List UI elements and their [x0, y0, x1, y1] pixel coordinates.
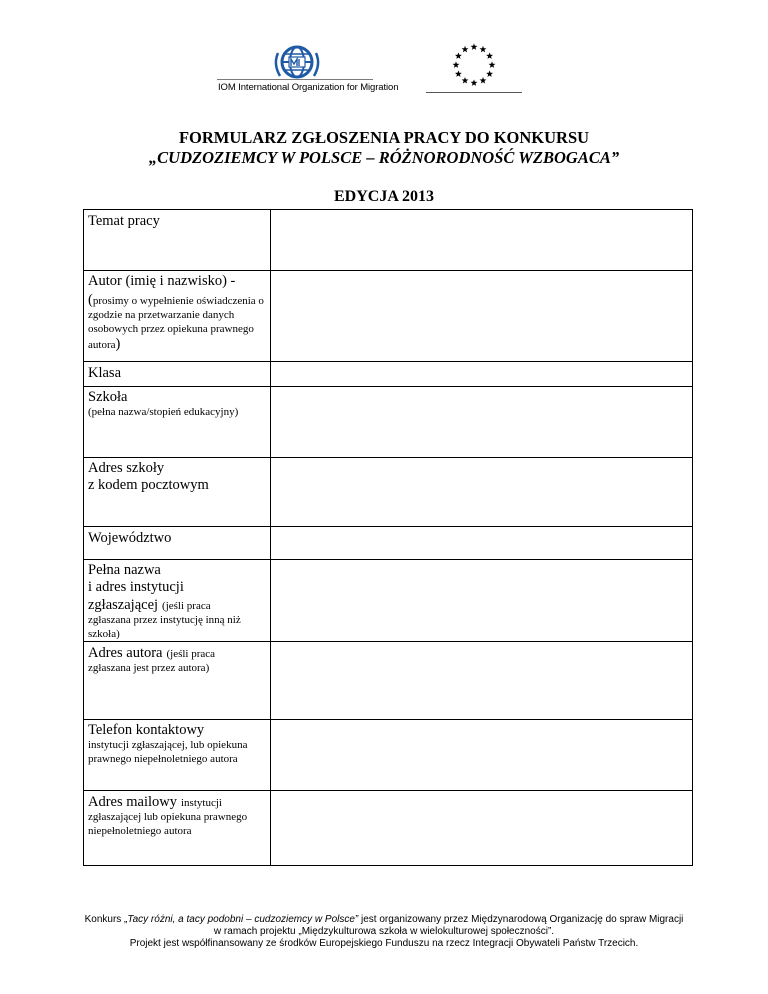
- institution-label-2: i adres instytucji: [88, 579, 184, 595]
- author-label: Autor (imię i nazwisko) -: [88, 273, 236, 289]
- school-address-label-1: Adres szkoły: [88, 460, 165, 476]
- author-address-note: zgłaszana jest przez autora): [88, 662, 210, 674]
- email-note: zgłaszającej lub opiekuna prawnego niepełnoletniego autora: [88, 811, 248, 837]
- email-label: Adres mailowy: [88, 794, 177, 810]
- institution-field[interactable]: [271, 560, 693, 642]
- phone-label: Telefon kontaktowy: [88, 722, 205, 738]
- form-title: FORMULARZ ZGŁOSZENIA PRACY DO KONKURSU: [178, 128, 590, 147]
- eu-star: [486, 70, 493, 77]
- footer-line-2: w ramach projektu „Międzykulturowa szkoła w wielokulturowej społeczności”.: [213, 926, 555, 937]
- topic-label: Temat pracy: [88, 213, 160, 229]
- footer-prefix: Konkurs „: [84, 914, 128, 925]
- iom-divider: [217, 79, 373, 80]
- form-row-school: [84, 387, 693, 458]
- eu-star: [453, 61, 460, 68]
- school-address-label-2: z kodem pocztowym: [88, 477, 209, 493]
- eu-star: [462, 46, 469, 53]
- form-row-topic: [84, 210, 693, 271]
- author-note-paren-close: ): [115, 336, 121, 352]
- eu-star: [455, 70, 462, 77]
- author-label-cell: [84, 271, 271, 362]
- voivodeship-label-cell: [84, 527, 271, 560]
- iom-logo-text: IOM International Organization for Migration: [218, 82, 399, 93]
- author-address-note-inline: (jeśli praca: [166, 648, 216, 660]
- form-row-author-address: [84, 642, 693, 720]
- form-row-institution: [84, 560, 693, 642]
- eu-star: [471, 79, 478, 86]
- school-address-field[interactable]: [271, 458, 693, 527]
- eu-star: [489, 61, 496, 68]
- footer-contest-title: Tacy różni, a tacy podobni – cudzoziemcy w Polsce”: [127, 914, 359, 925]
- topic-label-cell: [84, 210, 271, 271]
- author-field[interactable]: [271, 271, 693, 362]
- school-address-label-cell: [84, 458, 271, 527]
- school-label: Szkoła: [88, 389, 128, 405]
- institution-label-1: Pełna nazwa: [88, 562, 161, 578]
- author-address-label-cell: [84, 642, 271, 720]
- class-label-cell: [84, 362, 271, 387]
- author-address-field[interactable]: [271, 642, 693, 720]
- phone-field[interactable]: [271, 720, 693, 791]
- eu-star: [486, 52, 493, 59]
- form-row-voivodeship: [84, 527, 693, 560]
- footer-line-1: [0, 914, 768, 926]
- voivodeship-field[interactable]: [271, 527, 693, 560]
- eu-star: [480, 77, 487, 84]
- class-label: Klasa: [88, 365, 122, 381]
- eu-star: [455, 52, 462, 59]
- eu-star: [462, 77, 469, 84]
- contest-name: „CUDZOZIEMCY W POLSCE – RÓŻNORODNOŚĆ WZBOGACA”: [148, 148, 620, 167]
- eu-stars-icon: [447, 42, 501, 88]
- author-note: prosimy o wypełnienie oświadczenia o zgodzie na przetwarzanie danych osobowych przez opiekuna prawnego autora: [88, 295, 264, 351]
- footer-suffix: jest organizowany przez Międzynarodową Organizację do spraw Migracji: [358, 914, 684, 925]
- form-row-author: [84, 271, 693, 362]
- edition-label: EDYCJA 2013: [333, 188, 434, 205]
- application-form-table: [83, 209, 693, 866]
- voivodeship-label: Województwo: [88, 530, 172, 546]
- eu-star: [480, 46, 487, 53]
- form-row-class: [84, 362, 693, 387]
- author-address-label: Adres autora: [88, 645, 163, 661]
- email-label-cell: [84, 791, 271, 866]
- school-note: (pełna nazwa/stopień edukacyjny): [88, 406, 239, 418]
- email-field[interactable]: [271, 791, 693, 866]
- institution-note-inline: (jeśli praca: [162, 600, 211, 612]
- phone-label-cell: [84, 720, 271, 791]
- email-note-inline: instytucji: [181, 797, 222, 809]
- school-field[interactable]: [271, 387, 693, 458]
- institution-note: zgłaszana przez instytucję inną niż szkoła): [88, 614, 241, 640]
- institution-label-cell: [84, 560, 271, 642]
- institution-label-3: zgłaszającej: [88, 597, 159, 613]
- class-field[interactable]: [271, 362, 693, 387]
- form-row-email: [84, 791, 693, 866]
- phone-note: instytucji zgłaszającej, lub opiekuna prawnego niepełnoletniego autora: [88, 739, 248, 765]
- form-row-phone: [84, 720, 693, 791]
- eu-star: [471, 43, 478, 50]
- author-note-paren-open: (: [88, 292, 93, 308]
- eu-divider: [426, 92, 522, 93]
- footer-line-3: Projekt jest współfinansowany ze środków Europejskiego Funduszu na rzecz Integracji Obywateli Państw Trzecich.: [129, 938, 639, 949]
- form-row-school-address: [84, 458, 693, 527]
- school-label-cell: [84, 387, 271, 458]
- topic-field[interactable]: [271, 210, 693, 271]
